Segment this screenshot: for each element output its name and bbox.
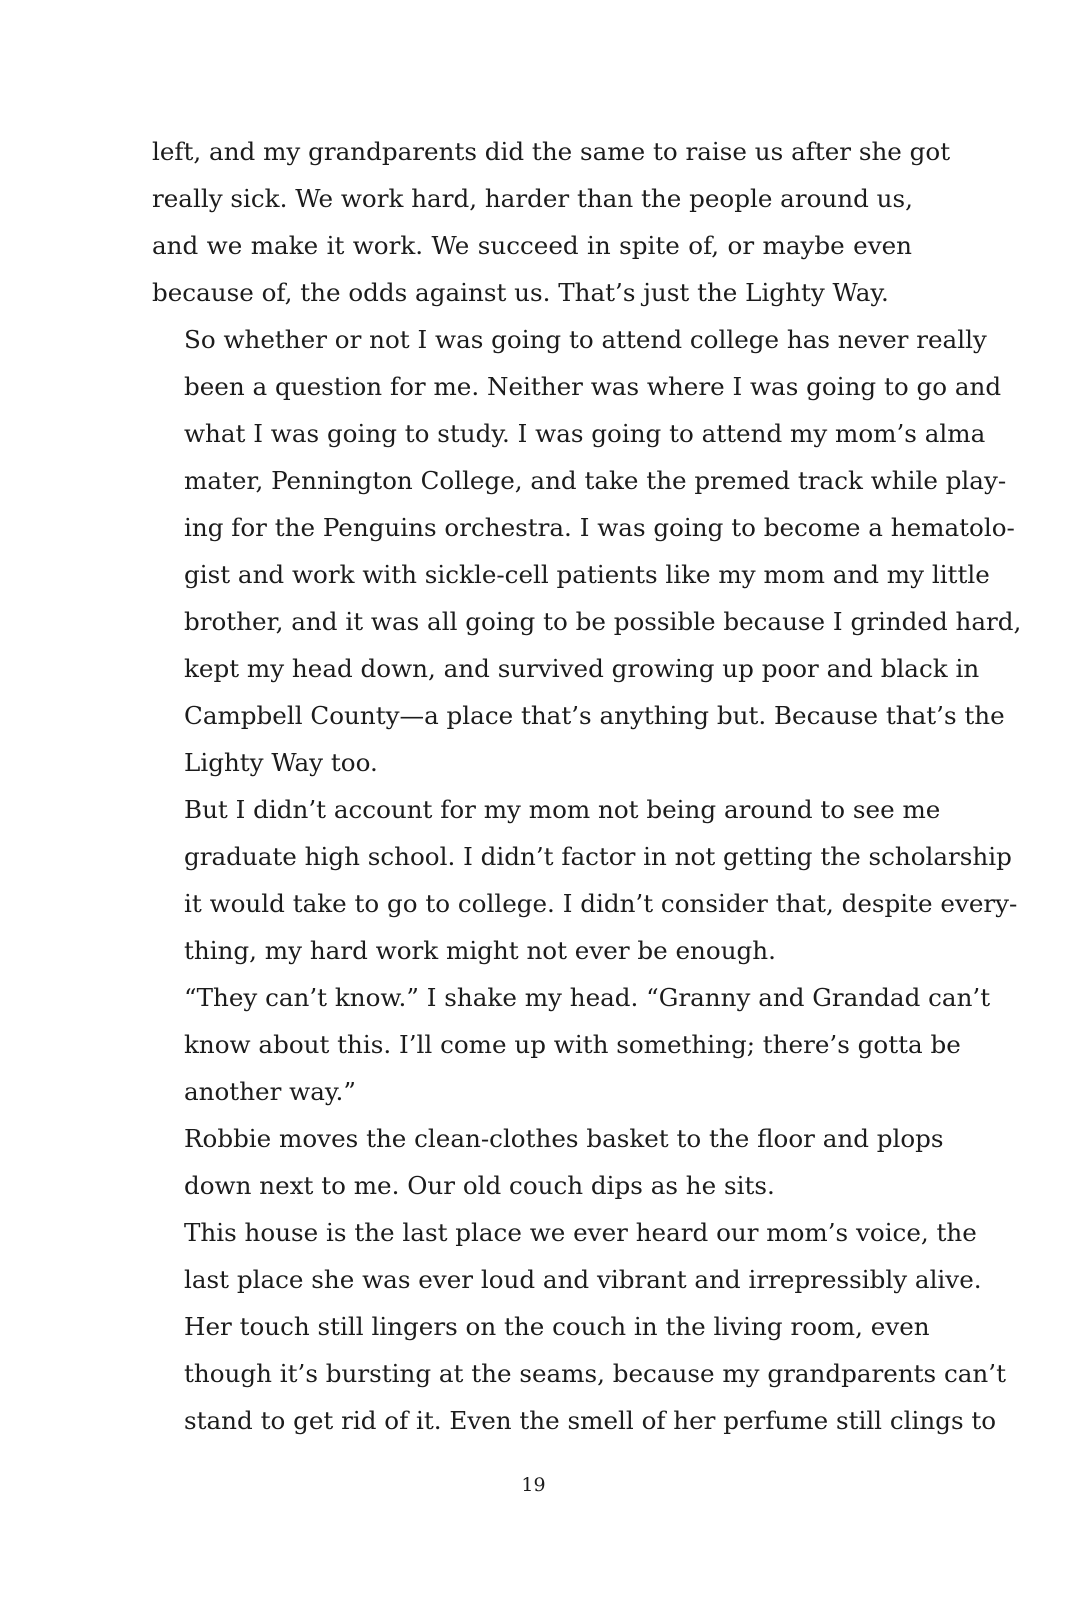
text-line: This house is the last place we ever heard our mom’s voice, the	[184, 1218, 977, 1247]
paragraph	[152, 786, 1018, 974]
text-line: ing for the Penguins orchestra. I was going to become a hematolo-	[184, 513, 1015, 542]
text-line: another way.”	[184, 1077, 356, 1106]
text-line: what I was going to study. I was going to attend my mom’s alma	[184, 419, 986, 448]
text-line: know about this. I’ll come up with something; there’s gotta be	[184, 1030, 961, 1059]
text-line: kept my head down, and survived growing up poor and black in	[184, 654, 980, 683]
text-line: really sick. We work hard, harder than the people around us,	[152, 184, 913, 213]
text-line: it would take to go to college. I didn’t consider that, despite every-	[184, 889, 1018, 918]
body-text	[152, 128, 1022, 1444]
paragraph	[152, 974, 991, 1115]
text-line: mater, Pennington College, and take the premed track while play-	[184, 466, 1007, 495]
text-line: Campbell County—a place that’s anything but. Because that’s the	[184, 701, 1005, 730]
text-line: So whether or not I was going to attend college has never really	[184, 325, 987, 354]
text-line: Her touch still lingers on the couch in the living room, even	[184, 1312, 930, 1341]
paragraph	[152, 1209, 1006, 1444]
text-line: last place she was ever loud and vibrant and irrepressibly alive.	[184, 1265, 982, 1294]
text-line: stand to get rid of it. Even the smell of her perfume still clings to	[184, 1406, 997, 1435]
text-line: though it’s bursting at the seams, because my grandparents can’t	[184, 1359, 1006, 1388]
text-line: But I didn’t account for my mom not being around to see me	[184, 795, 941, 824]
paragraph	[152, 128, 951, 316]
text-line: been a question for me. Neither was where I was going to go and	[184, 372, 1002, 401]
text-line: because of, the odds against us. That’s just the Lighty Way.	[152, 278, 889, 307]
paragraph	[152, 316, 1022, 786]
paragraph	[152, 1115, 944, 1209]
text-line: “They can’t know.” I shake my head. “Granny and Grandad can’t	[184, 983, 991, 1012]
text-line: graduate high school. I didn’t factor in not getting the scholarship	[184, 842, 1012, 871]
text-line: and we make it work. We succeed in spite of, or maybe even	[152, 231, 912, 260]
text-line: Robbie moves the clean-clothes basket to the floor and plops	[184, 1124, 944, 1153]
text-line: gist and work with sickle-cell patients like my mom and my little	[184, 560, 990, 589]
text-line: thing, my hard work might not ever be enough.	[184, 936, 776, 965]
text-line: brother, and it was all going to be possible because I grinded hard,	[184, 607, 1022, 636]
text-line: Lighty Way too.	[184, 748, 378, 777]
page-number: 19	[521, 1474, 546, 1496]
text-line: down next to me. Our old couch dips as he sits.	[184, 1171, 775, 1200]
text-line: left, and my grandparents did the same to raise us after she got	[152, 137, 951, 166]
